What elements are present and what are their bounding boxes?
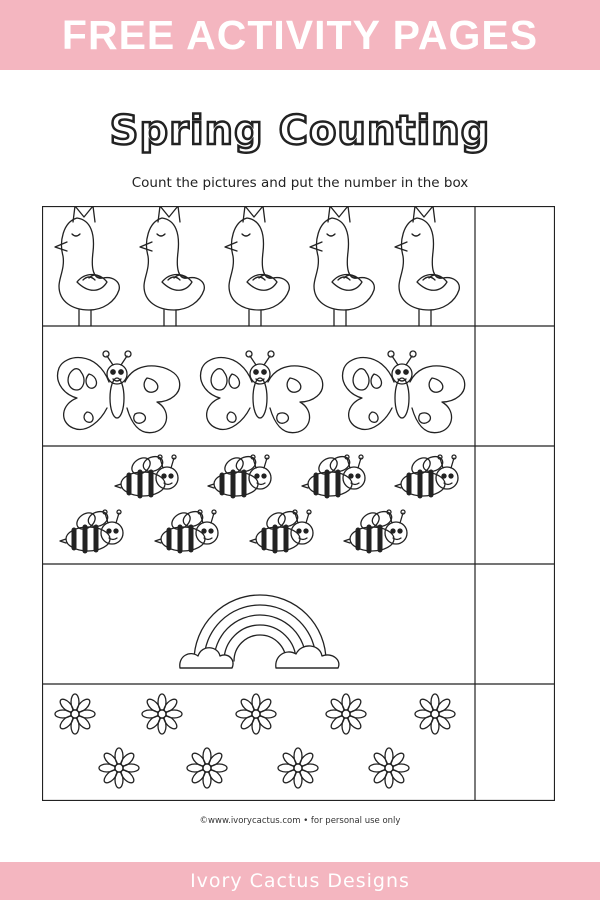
butterfly-icon	[343, 351, 465, 433]
butterfly-icon	[58, 351, 180, 433]
flower-icon	[55, 694, 95, 734]
rainbow-icon	[180, 595, 339, 668]
copyright-note: ©www.ivorycactus.com • for personal use only	[199, 816, 401, 826]
flower-icon	[278, 748, 318, 788]
bee-icon	[344, 509, 407, 551]
bee-icon	[302, 454, 365, 496]
answer-box-bees[interactable]	[476, 447, 554, 563]
instructions: Count the pictures and put the number in the box	[131, 175, 469, 191]
flower-icon	[369, 748, 409, 788]
flower-icon	[99, 748, 139, 788]
brand-name: Ivory Cactus Designs	[190, 870, 410, 892]
bird-icon	[140, 206, 204, 326]
banner-text: FREE ACTIVITY PAGES	[61, 11, 539, 58]
title-text: Spring Counting	[109, 108, 491, 154]
bee-icon	[155, 509, 218, 551]
bird-icon	[55, 206, 119, 326]
flower-icon	[187, 748, 227, 788]
bee-icon	[115, 454, 178, 496]
bee-icon	[250, 509, 313, 551]
answer-box-birds[interactable]	[476, 207, 554, 325]
butterfly-icon	[201, 351, 323, 433]
flower-icon	[142, 694, 182, 734]
bird-icon	[395, 206, 459, 326]
bee-icon	[60, 509, 123, 551]
bee-icon	[395, 454, 458, 496]
bottom-banner	[0, 862, 600, 900]
flower-icon	[236, 694, 276, 734]
answer-box-flowers[interactable]	[476, 685, 554, 800]
worksheet-title	[0, 108, 600, 154]
counting-grid	[42, 206, 555, 801]
bird-icon	[225, 206, 289, 326]
answer-box-butterflies[interactable]	[476, 327, 554, 445]
flower-icon	[415, 694, 455, 734]
top-banner	[0, 0, 600, 70]
bird-icon	[310, 206, 374, 326]
bee-icon	[208, 454, 271, 496]
flower-icon	[326, 694, 366, 734]
answer-box-rainbow[interactable]	[476, 565, 554, 683]
